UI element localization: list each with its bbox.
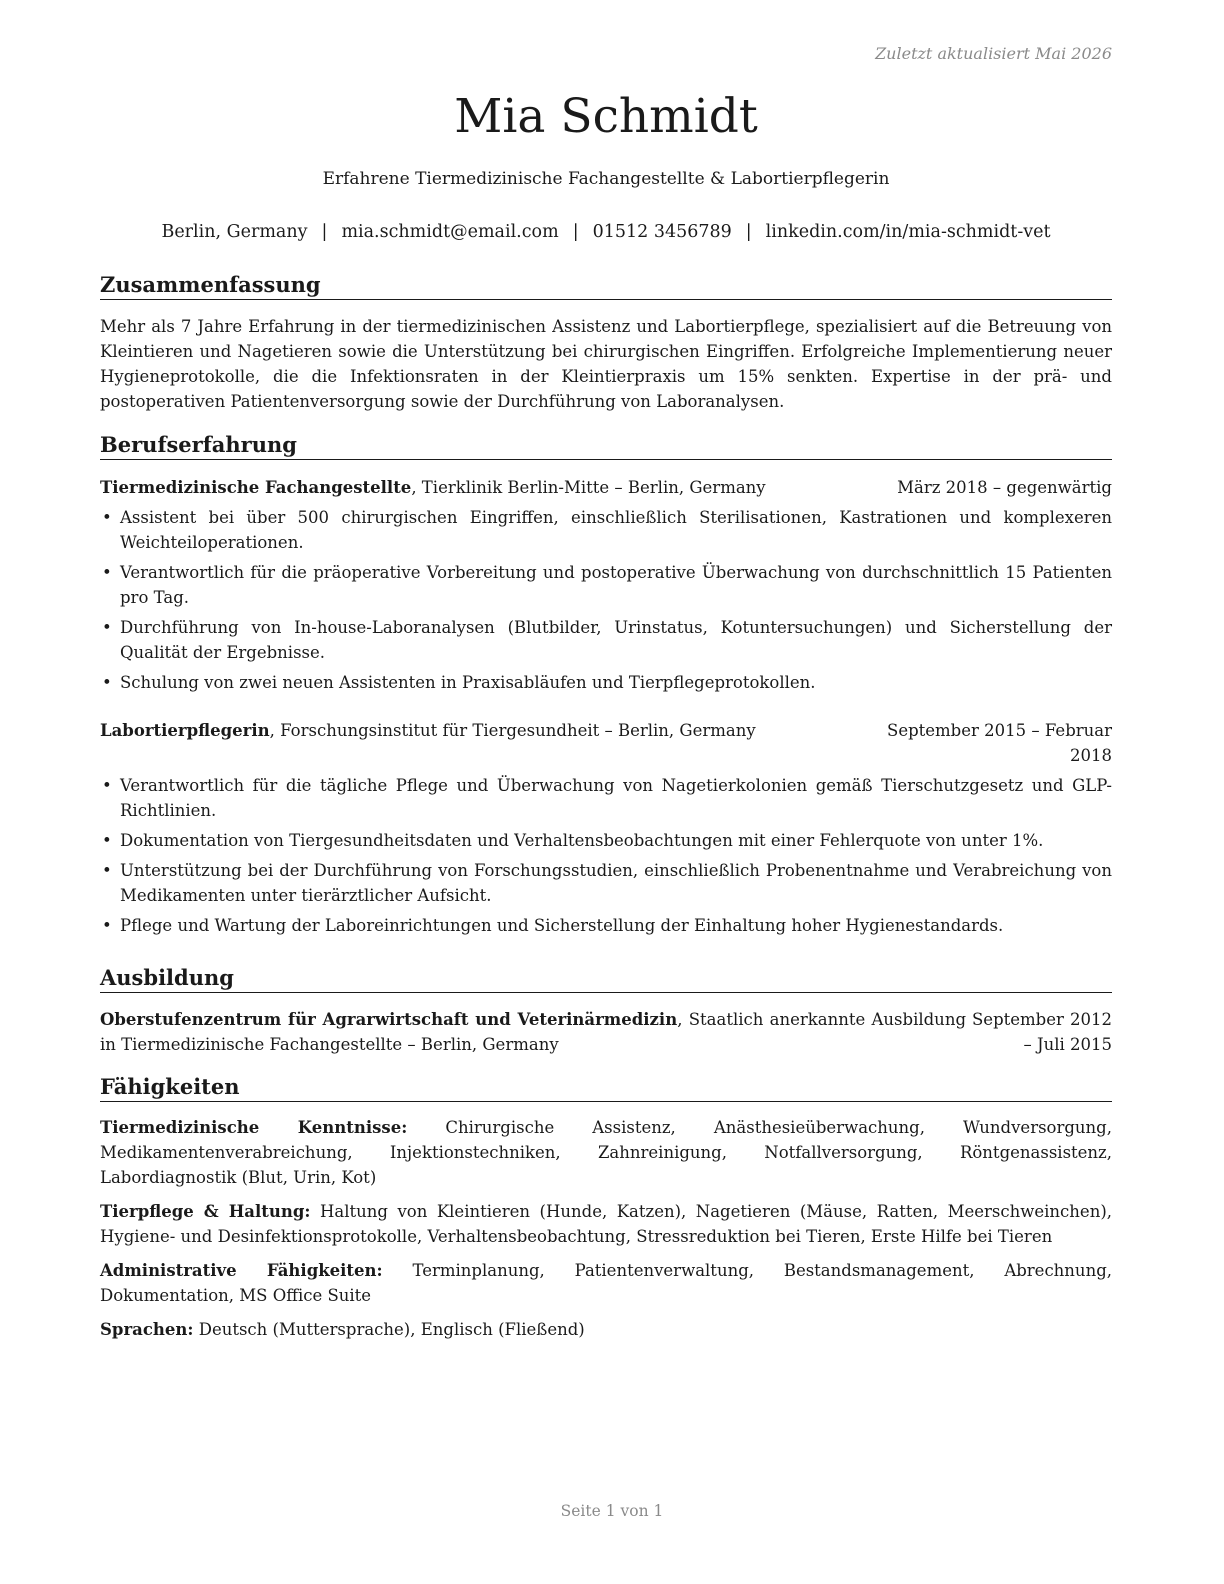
bullet-text: Assistent bei über 500 chirurgischen Eingriffen, einschließlich Sterilisationen, Kastrationen und komplexeren Weichteiloperationen. <box>120 508 1112 552</box>
section-title-summary: Zusammenfassung <box>100 272 1112 300</box>
bullet-item <box>100 913 1112 938</box>
bullet-text: Verantwortlich für die präoperative Vorbereitung und postoperative Überwachung von durchschnittlich 15 Patienten pro Tag. <box>120 563 1112 607</box>
section-title-experience: Berufserfahrung <box>100 432 1112 460</box>
job-organization: , Tierklinik Berlin-Mitte – Berlin, Germany <box>411 478 766 497</box>
bullet-icon: • <box>102 776 112 795</box>
job-organization: , Forschungsinstitut für Tiergesundheit – Berlin, Germany <box>269 721 756 740</box>
skill-label: Tiermedizinische Kenntnisse: <box>100 1118 408 1137</box>
bullet-icon: • <box>102 673 112 692</box>
tagline: Erfahrene Tiermedizinische Fachangestellte & Labortierpflegerin <box>322 169 890 189</box>
bullet-text: Pflege und Wartung der Laboreinrichtungen und Sicherstellung der Einhaltung hoher Hygienestandards. <box>120 916 1004 935</box>
contact-email[interactable]: mia.schmidt@email.com <box>341 222 559 242</box>
job-header <box>100 475 1112 500</box>
education-school: Oberstufenzentrum für Agrarwirtschaft und Veterinärmedizin <box>100 1010 678 1029</box>
candidate-name: Mia Schmidt <box>454 89 758 144</box>
section-title-skills: Fähigkeiten <box>100 1074 1112 1102</box>
education-dates: September 2012 – Juli 2015 <box>972 1010 1112 1054</box>
job-entry <box>100 475 1112 695</box>
bullet-icon: • <box>102 916 112 935</box>
contact-location: Berlin, Germany <box>161 222 308 242</box>
bullet-text: Dokumentation von Tiergesundheitsdaten und Verhaltensbeobachtungen mit einer Fehlerquote von unter 1%. <box>120 831 1044 850</box>
bullet-item <box>100 828 1112 853</box>
job-dates: März 2018 – gegenwärtig <box>897 478 1112 497</box>
job-bullets <box>100 773 1112 938</box>
skill-text: Terminplanung, Patientenverwaltung, Bestandsmanagement, Abrechnung, Dokumentation, MS Office Suite <box>100 1261 1112 1305</box>
contact-separator: | <box>572 222 579 242</box>
bullet-icon: • <box>102 831 112 850</box>
page-number: Seite 1 von 1 <box>560 1502 664 1520</box>
contact-separator: | <box>745 222 752 242</box>
experience-section <box>100 432 1112 938</box>
section-title-education: Ausbildung <box>100 965 1112 993</box>
education-detail: , Staatlich anerkannte Ausbildung in Tiermedizinische Fachangestellte – Berlin, Germany <box>100 1010 967 1054</box>
contact-linkedin[interactable]: linkedin.com/in/mia-schmidt-vet <box>765 222 1051 242</box>
summary-section <box>100 272 1112 414</box>
job-role: Tiermedizinische Fachangestellte <box>100 478 412 497</box>
bullet-icon: • <box>102 861 112 880</box>
bullet-icon: • <box>102 508 112 527</box>
skill-group <box>100 1115 1112 1190</box>
contact-separator: | <box>321 222 328 242</box>
bullet-text: Schulung von zwei neuen Assistenten in Praxisabläufen und Tierpflegeprotokollen. <box>120 673 816 692</box>
skill-text: Chirurgische Assistenz, Anästhesieüberwachung, Wundversorgung, Medikamentenverabreichung, Injektionstechniken, Zahnreinigung, Notfallversorgung, Röntgenassistenz, Labordiagnostik (Blut, Urin, Kot) <box>100 1118 1112 1187</box>
skill-label: Tierpflege & Haltung: <box>100 1202 311 1221</box>
skills-section <box>100 1074 1112 1342</box>
bullet-item <box>100 505 1112 555</box>
bullet-item <box>100 670 1112 695</box>
skill-text: Deutsch (Muttersprache), Englisch (Fließend) <box>193 1320 585 1339</box>
bullet-text: Verantwortlich für die tägliche Pflege und Überwachung von Nagetierkolonien gemäß Tierschutzgesetz und GLP-Richtlinien. <box>120 776 1112 820</box>
summary-text: Mehr als 7 Jahre Erfahrung in der tiermedizinischen Assistenz und Labortierpflege, spezialisiert auf die Betreuung von Kleintieren und Nagetieren sowie die Unterstützung bei chirurgischen Eingriffen. Erfolgreiche Implementierung neuer Hygieneprotokolle, die die Infektionsraten in der Kleintierpraxis um 15% senkten. Expertise in der prä- und postoperativen Patientenversorgung sowie der Durchführung von Laboranalysen. <box>100 317 1112 411</box>
bullet-icon: • <box>102 563 112 582</box>
last-updated: Zuletzt aktualisiert Mai 2026 <box>875 44 1112 63</box>
contact-phone[interactable]: 01512 3456789 <box>592 222 732 242</box>
education-entry <box>100 1007 1112 1057</box>
bullet-item <box>100 858 1112 908</box>
skill-text: Haltung von Kleintieren (Hunde, Katzen), Nagetieren (Mäuse, Ratten, Meerschweinchen), Hygiene- und Desinfektionsprotokolle, Verhaltensbeobachtung, Stressreduktion bei Tieren, Erste Hilfe bei Tieren <box>100 1202 1113 1246</box>
skill-label: Sprachen: <box>100 1320 194 1339</box>
job-role: Labortierpflegerin <box>100 721 270 740</box>
skill-group <box>100 1317 1112 1342</box>
skill-label: Administrative Fähigkeiten: <box>100 1261 383 1280</box>
bullet-item <box>100 773 1112 823</box>
bullet-item <box>100 615 1112 665</box>
job-dates: September 2015 – Februar 2018 <box>887 721 1112 765</box>
education-section <box>100 965 1112 1057</box>
job-entry <box>100 718 1112 938</box>
job-header <box>100 718 1112 768</box>
skill-group <box>100 1258 1112 1308</box>
skill-group <box>100 1199 1112 1249</box>
contact-line <box>100 220 1112 244</box>
bullet-item <box>100 560 1112 610</box>
job-bullets <box>100 505 1112 695</box>
bullet-text: Durchführung von In-house-Laboranalysen (Blutbilder, Urinstatus, Kotuntersuchungen) und Sicherstellung der Qualität der Ergebnisse. <box>120 618 1112 662</box>
bullet-icon: • <box>102 618 112 637</box>
bullet-text: Unterstützung bei der Durchführung von Forschungsstudien, einschließlich Probenentnahme und Verabreichung von Medikamenten unter tierärztlicher Aufsicht. <box>120 861 1112 905</box>
